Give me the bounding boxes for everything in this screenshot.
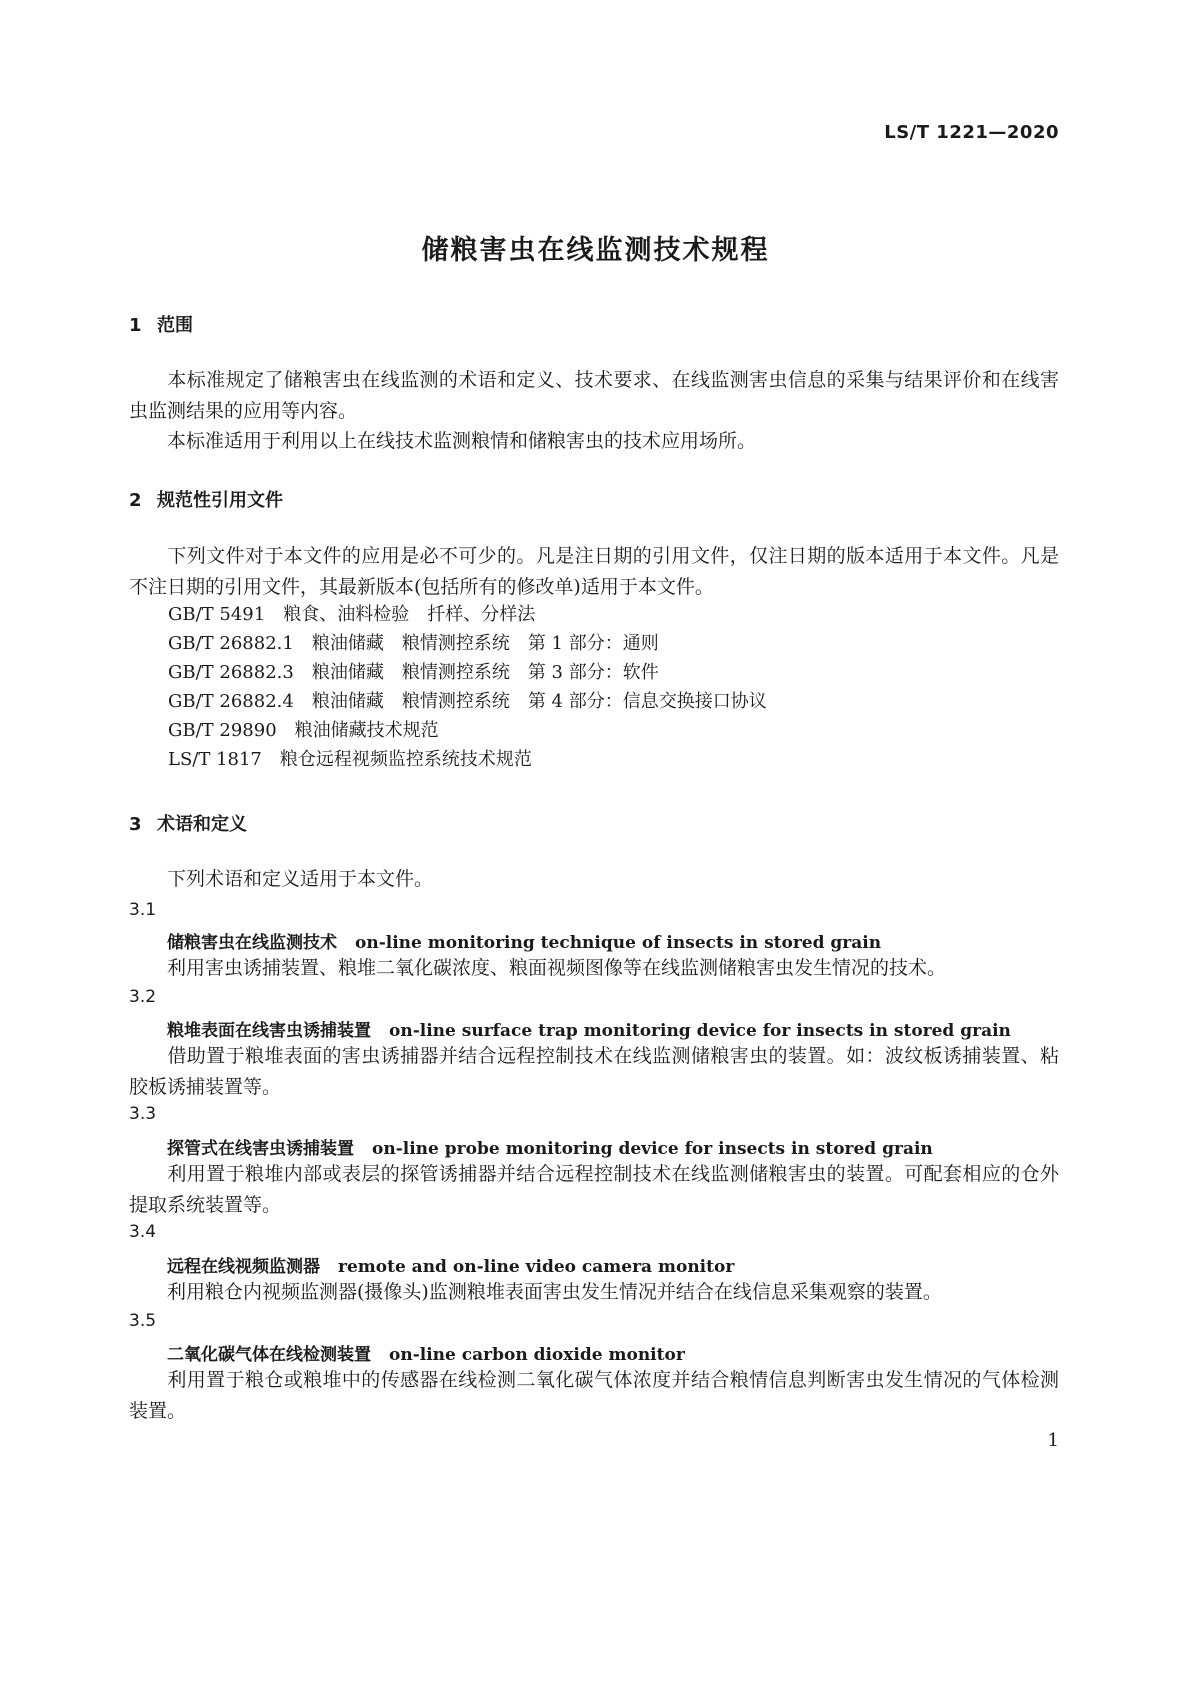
term-heading [167, 1252, 734, 1277]
section-title: 范围 [157, 315, 193, 336]
paragraph [129, 541, 1059, 603]
paragraph-text: 本标准规定了储粮害虫在线监测的术语和定义、技术要求、在线监测害虫信息的采集与结果评价和在线害虫监测结果的应用等内容。 [129, 369, 1059, 422]
paragraph [129, 426, 1059, 457]
term-chinese: 二氧化碳气体在线检测装置 [167, 1345, 371, 1365]
paragraph-text: 下列术语和定义适用于本文件。 [167, 868, 434, 890]
term-definition [129, 1365, 1059, 1427]
term-number: 3.3 [129, 1104, 157, 1124]
section-title: 术语和定义 [157, 814, 247, 835]
term-chinese: 储粮害虫在线监测技术 [167, 933, 337, 953]
reference-item: GB/T 5491 粮食、油料检验 扦样、分样法 [168, 604, 536, 625]
section-number: 2 [129, 490, 142, 511]
term-heading [167, 1340, 685, 1365]
reference-item: LS/T 1817 粮仓远程视频监控系统技术规范 [168, 749, 532, 770]
definition-text: 利用置于粮仓或粮堆中的传感器在线检测二氧化碳气体浓度并结合粮情信息判断害虫发生情况的气体检测装置。 [129, 1369, 1059, 1422]
definition-text: 借助置于粮堆表面的害虫诱捕器并结合远程控制技术在线监测储粮害虫的装置。如：波纹板诱捕装置、粘胶板诱捕装置等。 [129, 1045, 1059, 1098]
document-title: 储粮害虫在线监测技术规程 [421, 235, 770, 266]
paragraph [129, 365, 1059, 427]
term-chinese: 探管式在线害虫诱捕装置 [167, 1139, 354, 1159]
reference-item: GB/T 29890 粮油储藏技术规范 [168, 720, 439, 741]
reference-item: GB/T 26882.3 粮油储藏 粮情测控系统 第 3 部分：软件 [168, 662, 659, 683]
term-english: remote and on-line video camera monitor [338, 1257, 735, 1277]
section-2-heading [129, 486, 283, 512]
term-english: on-line carbon dioxide monitor [389, 1345, 685, 1365]
paragraph-text: 下列文件对于本文件的应用是必不可少的。凡是注日期的引用文件，仅注日期的版本适用于本文件。凡是不注日期的引用文件，其最新版本(包括所有的修改单)适用于本文件。 [129, 545, 1059, 598]
term-number: 3.1 [129, 900, 157, 920]
term-chinese: 粮堆表面在线害虫诱捕装置 [167, 1021, 371, 1041]
section-number: 3 [129, 814, 142, 835]
term-heading [167, 1016, 1011, 1041]
page-number: 1 [1047, 1430, 1059, 1451]
term-english: on-line probe monitoring device for insects in stored grain [372, 1139, 933, 1159]
term-number: 3.2 [129, 987, 157, 1007]
definition-text: 利用害虫诱捕装置、粮堆二氧化碳浓度、粮面视频图像等在线监测储粮害虫发生情况的技术。 [167, 957, 947, 979]
term-heading [167, 928, 881, 953]
term-number: 3.4 [129, 1222, 157, 1242]
section-number: 1 [129, 315, 142, 336]
term-definition [129, 1159, 1059, 1221]
term-definition [129, 953, 1059, 984]
definition-text: 利用粮仓内视频监测器(摄像头)监测粮堆表面害虫发生情况并结合在线信息采集观察的装置。 [167, 1281, 942, 1303]
term-heading [167, 1134, 933, 1159]
definition-text: 利用置于粮堆内部或表层的探管诱捕器并结合远程控制技术在线监测储粮害虫的装置。可配套相应的仓外提取系统装置等。 [129, 1163, 1059, 1216]
term-english: on-line monitoring technique of insects in stored grain [355, 933, 882, 953]
reference-item: GB/T 26882.1 粮油储藏 粮情测控系统 第 1 部分：通则 [168, 633, 659, 654]
section-1-heading [129, 311, 193, 337]
paragraph-text: 本标准适用于利用以上在线技术监测粮情和储粮害虫的技术应用场所。 [167, 430, 757, 452]
standard-code: LS/T 1221—2020 [884, 122, 1059, 143]
term-chinese: 远程在线视频监测器 [167, 1257, 320, 1277]
paragraph [129, 864, 1059, 895]
term-definition [129, 1041, 1059, 1103]
section-3-heading [129, 810, 247, 836]
reference-item: GB/T 26882.4 粮油储藏 粮情测控系统 第 4 部分：信息交换接口协议 [168, 691, 767, 712]
term-definition [129, 1277, 1059, 1308]
term-number: 3.5 [129, 1311, 157, 1331]
term-english: on-line surface trap monitoring device for insects in stored grain [389, 1021, 1011, 1041]
section-title: 规范性引用文件 [157, 490, 283, 511]
